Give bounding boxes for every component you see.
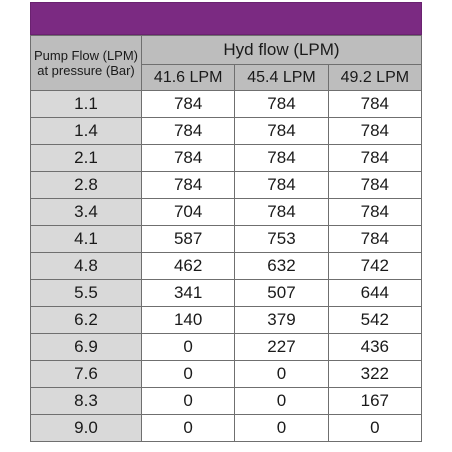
- table-row: [31, 334, 422, 361]
- flow-value-cell: 0: [235, 361, 328, 388]
- group-header-label: Hyd flow (LPM): [142, 36, 422, 65]
- table-row: [31, 199, 422, 226]
- table-row: [31, 91, 422, 118]
- table-row: [31, 172, 422, 199]
- flow-value-cell: 784: [235, 172, 328, 199]
- pressure-cell: 4.1: [31, 226, 142, 253]
- flow-table: [30, 35, 422, 442]
- flow-value-cell: 784: [235, 91, 328, 118]
- pressure-cell: 1.1: [31, 91, 142, 118]
- row-header-label: Pump Flow (LPM) at pressure (Bar): [31, 36, 142, 91]
- pressure-cell: 3.4: [31, 199, 142, 226]
- flow-value-cell: 462: [142, 253, 235, 280]
- flow-table-container: [30, 2, 422, 442]
- flow-value-cell: 784: [142, 118, 235, 145]
- flow-value-cell: 644: [328, 280, 421, 307]
- pressure-cell: 6.9: [31, 334, 142, 361]
- pressure-cell: 5.5: [31, 280, 142, 307]
- flow-value-cell: 0: [142, 388, 235, 415]
- table-row: [31, 226, 422, 253]
- flow-value-cell: 784: [235, 145, 328, 172]
- flow-value-cell: 0: [235, 388, 328, 415]
- flow-value-cell: 0: [142, 361, 235, 388]
- pressure-cell: 6.2: [31, 307, 142, 334]
- flow-value-cell: 322: [328, 361, 421, 388]
- flow-value-cell: 0: [142, 415, 235, 442]
- flow-value-cell: 341: [142, 280, 235, 307]
- title-banner: [30, 2, 422, 35]
- table-row: [31, 388, 422, 415]
- flow-value-cell: 784: [328, 145, 421, 172]
- table-row: [31, 145, 422, 172]
- pressure-cell: 2.1: [31, 145, 142, 172]
- table-body: [31, 91, 422, 442]
- table-row: [31, 280, 422, 307]
- flow-value-cell: 0: [328, 415, 421, 442]
- flow-value-cell: 140: [142, 307, 235, 334]
- pressure-cell: 9.0: [31, 415, 142, 442]
- flow-value-cell: 784: [235, 118, 328, 145]
- table-row: [31, 361, 422, 388]
- flow-value-cell: 784: [235, 199, 328, 226]
- flow-value-cell: 742: [328, 253, 421, 280]
- flow-value-cell: 227: [235, 334, 328, 361]
- table-row: [31, 253, 422, 280]
- flow-value-cell: 784: [328, 172, 421, 199]
- column-header: 45.4 LPM: [235, 65, 328, 91]
- pressure-cell: 1.4: [31, 118, 142, 145]
- flow-value-cell: 704: [142, 199, 235, 226]
- flow-value-cell: 632: [235, 253, 328, 280]
- flow-value-cell: 784: [328, 199, 421, 226]
- flow-value-cell: 507: [235, 280, 328, 307]
- flow-value-cell: 379: [235, 307, 328, 334]
- flow-value-cell: 436: [328, 334, 421, 361]
- flow-value-cell: 0: [235, 415, 328, 442]
- flow-value-cell: 587: [142, 226, 235, 253]
- column-header: 41.6 LPM: [142, 65, 235, 91]
- table-row: [31, 415, 422, 442]
- flow-value-cell: 542: [328, 307, 421, 334]
- flow-value-cell: 167: [328, 388, 421, 415]
- flow-value-cell: 753: [235, 226, 328, 253]
- flow-value-cell: 784: [142, 172, 235, 199]
- table-row: [31, 307, 422, 334]
- pressure-cell: 7.6: [31, 361, 142, 388]
- flow-value-cell: 784: [142, 145, 235, 172]
- pressure-cell: 4.8: [31, 253, 142, 280]
- flow-value-cell: 784: [328, 226, 421, 253]
- flow-value-cell: 0: [142, 334, 235, 361]
- flow-value-cell: 784: [142, 91, 235, 118]
- column-header: 49.2 LPM: [328, 65, 421, 91]
- pressure-cell: 8.3: [31, 388, 142, 415]
- table-row: [31, 118, 422, 145]
- pressure-cell: 2.8: [31, 172, 142, 199]
- flow-value-cell: 784: [328, 118, 421, 145]
- flow-value-cell: 784: [328, 91, 421, 118]
